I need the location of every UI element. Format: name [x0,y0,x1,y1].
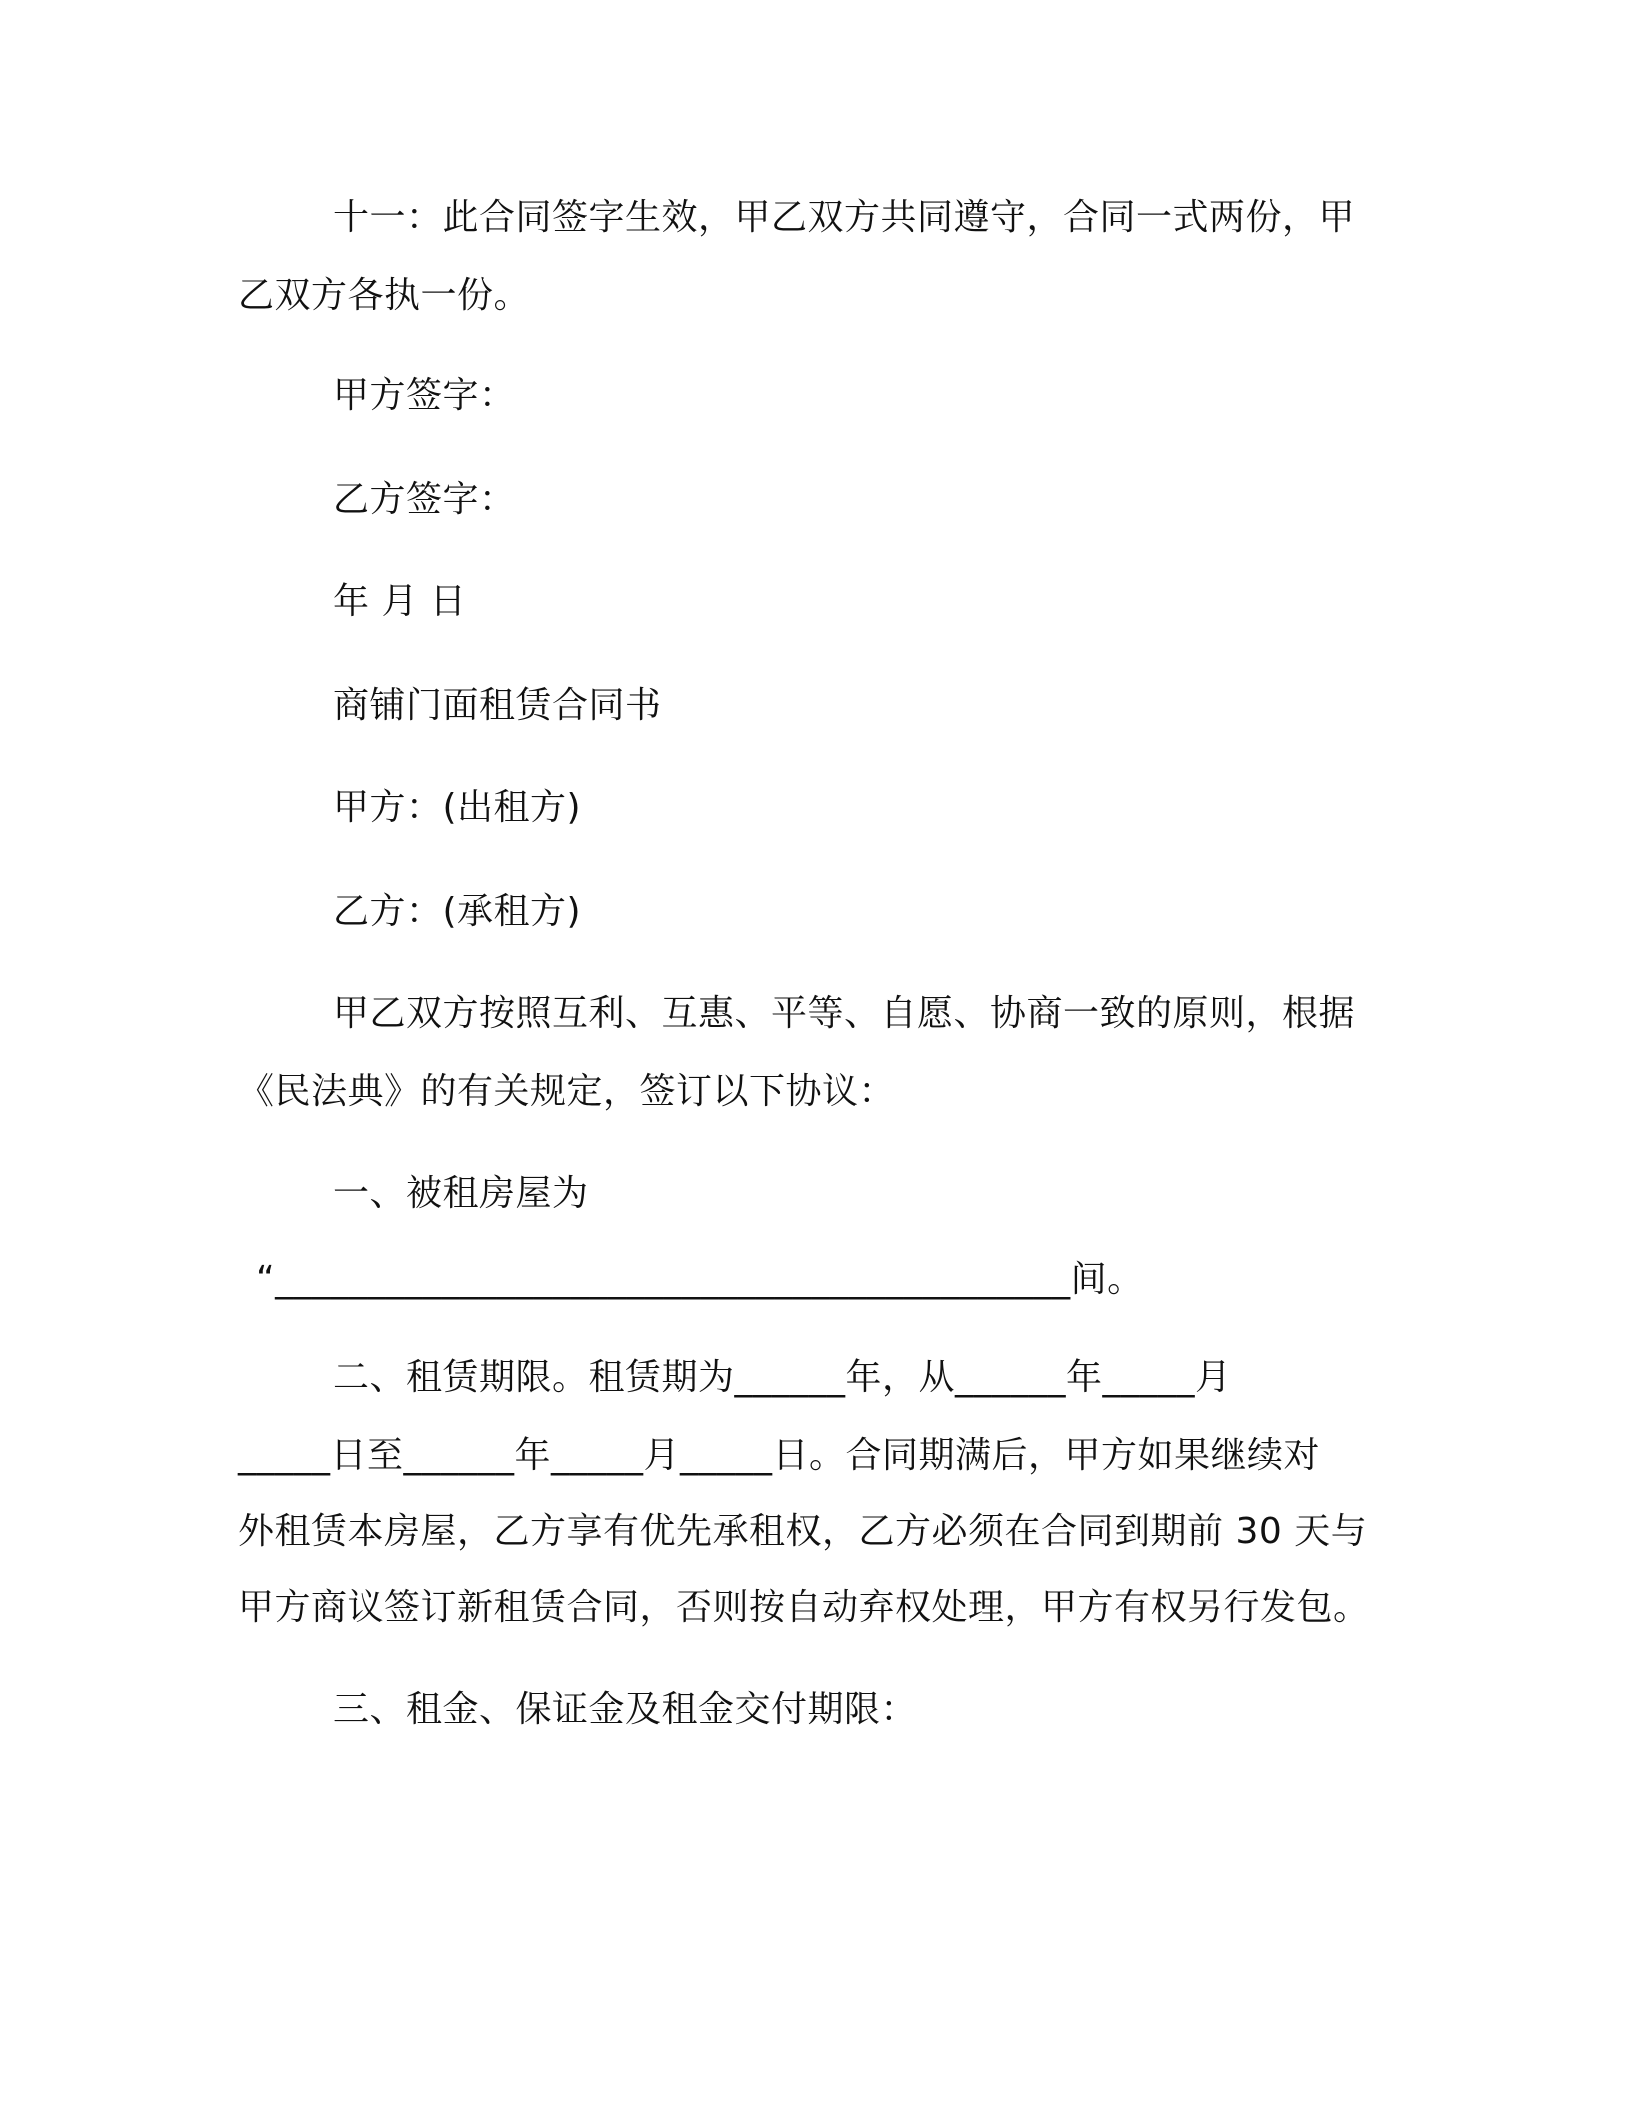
article-2-line-2: _____日至______年_____月_____日。合同期满后，甲方如果继续对 [238,1435,1321,1476]
article-1-line-1: 一、被租房屋为 [333,1173,589,1214]
contract-title: 商铺门面租赁合同书 [333,685,662,726]
party-b-signature-label: 乙方签字： [333,479,516,520]
article-2-line-3: 外租赁本房屋，乙方享有优先承租权，乙方必须在合同到期前 30 天与 [238,1511,1368,1552]
clause-11-line-1: 十一：此合同签字生效，甲乙双方共同遵守，合同一式两份，甲 [333,197,1356,238]
party-b-line: 乙方：(承租方) [333,891,582,932]
article-2-line-1: 二、租赁期限。租赁期为______年，从______年_____月 [333,1357,1232,1398]
party-a-line: 甲方：(出租方) [333,787,582,828]
date-line: 年 月 日 [333,581,467,622]
party-a-signature-label: 甲方签字： [333,375,516,416]
article-1-line-2: “___________________________________________间。 [256,1259,1144,1300]
article-2-line-4: 甲方商议签订新租赁合同，否则按自动弃权处理，甲方有权另行发包。 [238,1587,1370,1628]
preamble-line-1: 甲乙双方按照互利、互惠、平等、自愿、协商一致的原则，根据 [333,993,1356,1034]
preamble-line-2: 《民法典》的有关规定，签订以下协议： [238,1071,896,1112]
clause-11-line-2: 乙双方各执一份。 [238,275,531,316]
article-3-line-1: 三、租金、保证金及租金交付期限： [333,1689,918,1730]
